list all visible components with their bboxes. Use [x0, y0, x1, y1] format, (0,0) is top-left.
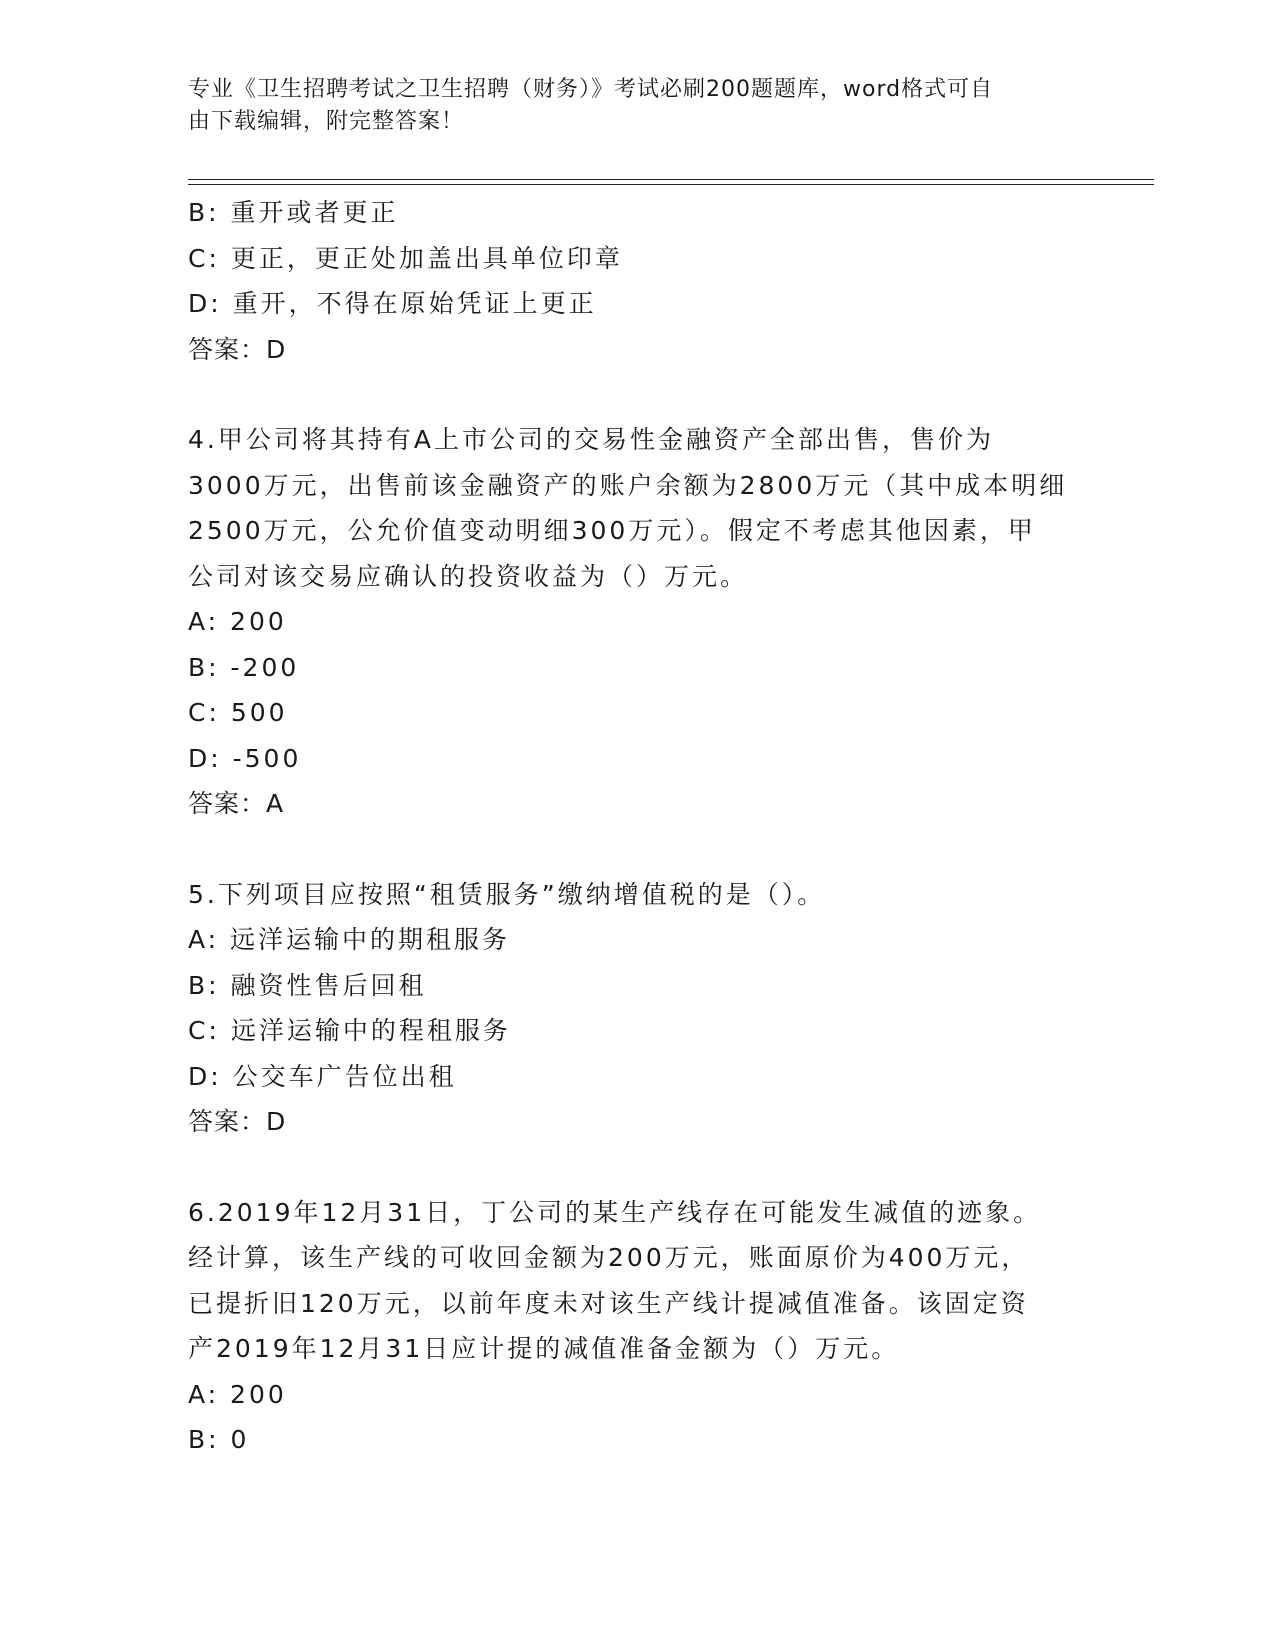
question-6-stem-line-2: 经计算，该生产线的可收回金额为200万元，账面原价为400万元， — [188, 1243, 1030, 1272]
question-list — [188, 190, 1088, 1463]
question-6-stem-line-1: 6.2019年12月31日，丁公司的某生产线存在可能发生减值的迹象。 — [188, 1197, 1042, 1227]
question-4-stem-line-2: 3000万元，出售前该金融资产的账户余额为2800万元（其中成本明细 — [188, 470, 1068, 500]
question-3-option-d: D: 重开，不得在原始凭证上更正 — [188, 289, 597, 318]
question-6-option-a: A: 200 — [188, 1379, 287, 1409]
question-5-answer: 答案：D — [188, 1107, 287, 1136]
question-6 — [188, 1190, 1088, 1463]
question-6-stem-line-3: 已提折旧120万元，以前年度未对该生产线计提减值准备。该固定资 — [188, 1288, 1029, 1318]
question-5 — [188, 872, 1088, 1145]
question-3-answer: 答案：D — [188, 334, 287, 364]
question-4-option-c: C: 500 — [188, 698, 288, 727]
question-4-stem-line-3: 2500万元，公允价值变动明细300万元）。假定不考虑其他因素，甲 — [188, 516, 1036, 545]
question-4-option-d: D: -500 — [188, 743, 302, 773]
question-4-stem-line-1: 4.甲公司将其持有A上市公司的交易性金融资产全部出售，售价为 — [188, 425, 994, 454]
question-4-answer: 答案：A — [188, 789, 285, 818]
question-6-option-b: B: 0 — [188, 1425, 250, 1454]
question-5-stem-line-1: 5.下列项目应按照“租赁服务”缴纳增值税的是（）。 — [188, 879, 826, 909]
question-4-option-b: B: -200 — [188, 652, 300, 682]
header-divider-bottom — [188, 184, 1154, 185]
question-5-option-a: A: 远洋运输中的期租服务 — [188, 925, 511, 954]
question-3-option-c: C: 更正，更正处加盖出具单位印章 — [188, 243, 623, 273]
question-6-stem-line-4: 产2019年12月31日应计提的减值准备金额为（）万元。 — [188, 1334, 900, 1363]
question-4 — [188, 417, 1088, 827]
question-5-option-d: D: 公交车广告位出租 — [188, 1061, 457, 1091]
question-3 — [188, 190, 1088, 372]
document-header — [188, 74, 1068, 138]
header-line-2: 由下载编辑，附完整答案！ — [188, 109, 465, 134]
question-3-option-b: B: 重开或者更正 — [188, 198, 399, 227]
header-divider-top — [188, 179, 1154, 180]
question-5-option-b: B: 融资性售后回租 — [188, 970, 427, 1000]
question-4-option-a: A: 200 — [188, 607, 287, 636]
question-5-option-c: C: 远洋运输中的程租服务 — [188, 1016, 511, 1045]
header-line-1: 专业《卫生招聘考试之卫生招聘（财务）》考试必刷200题题库，word格式可自 — [188, 77, 994, 102]
question-4-stem-line-4: 公司对该交易应确认的投资收益为（）万元。 — [188, 561, 749, 591]
